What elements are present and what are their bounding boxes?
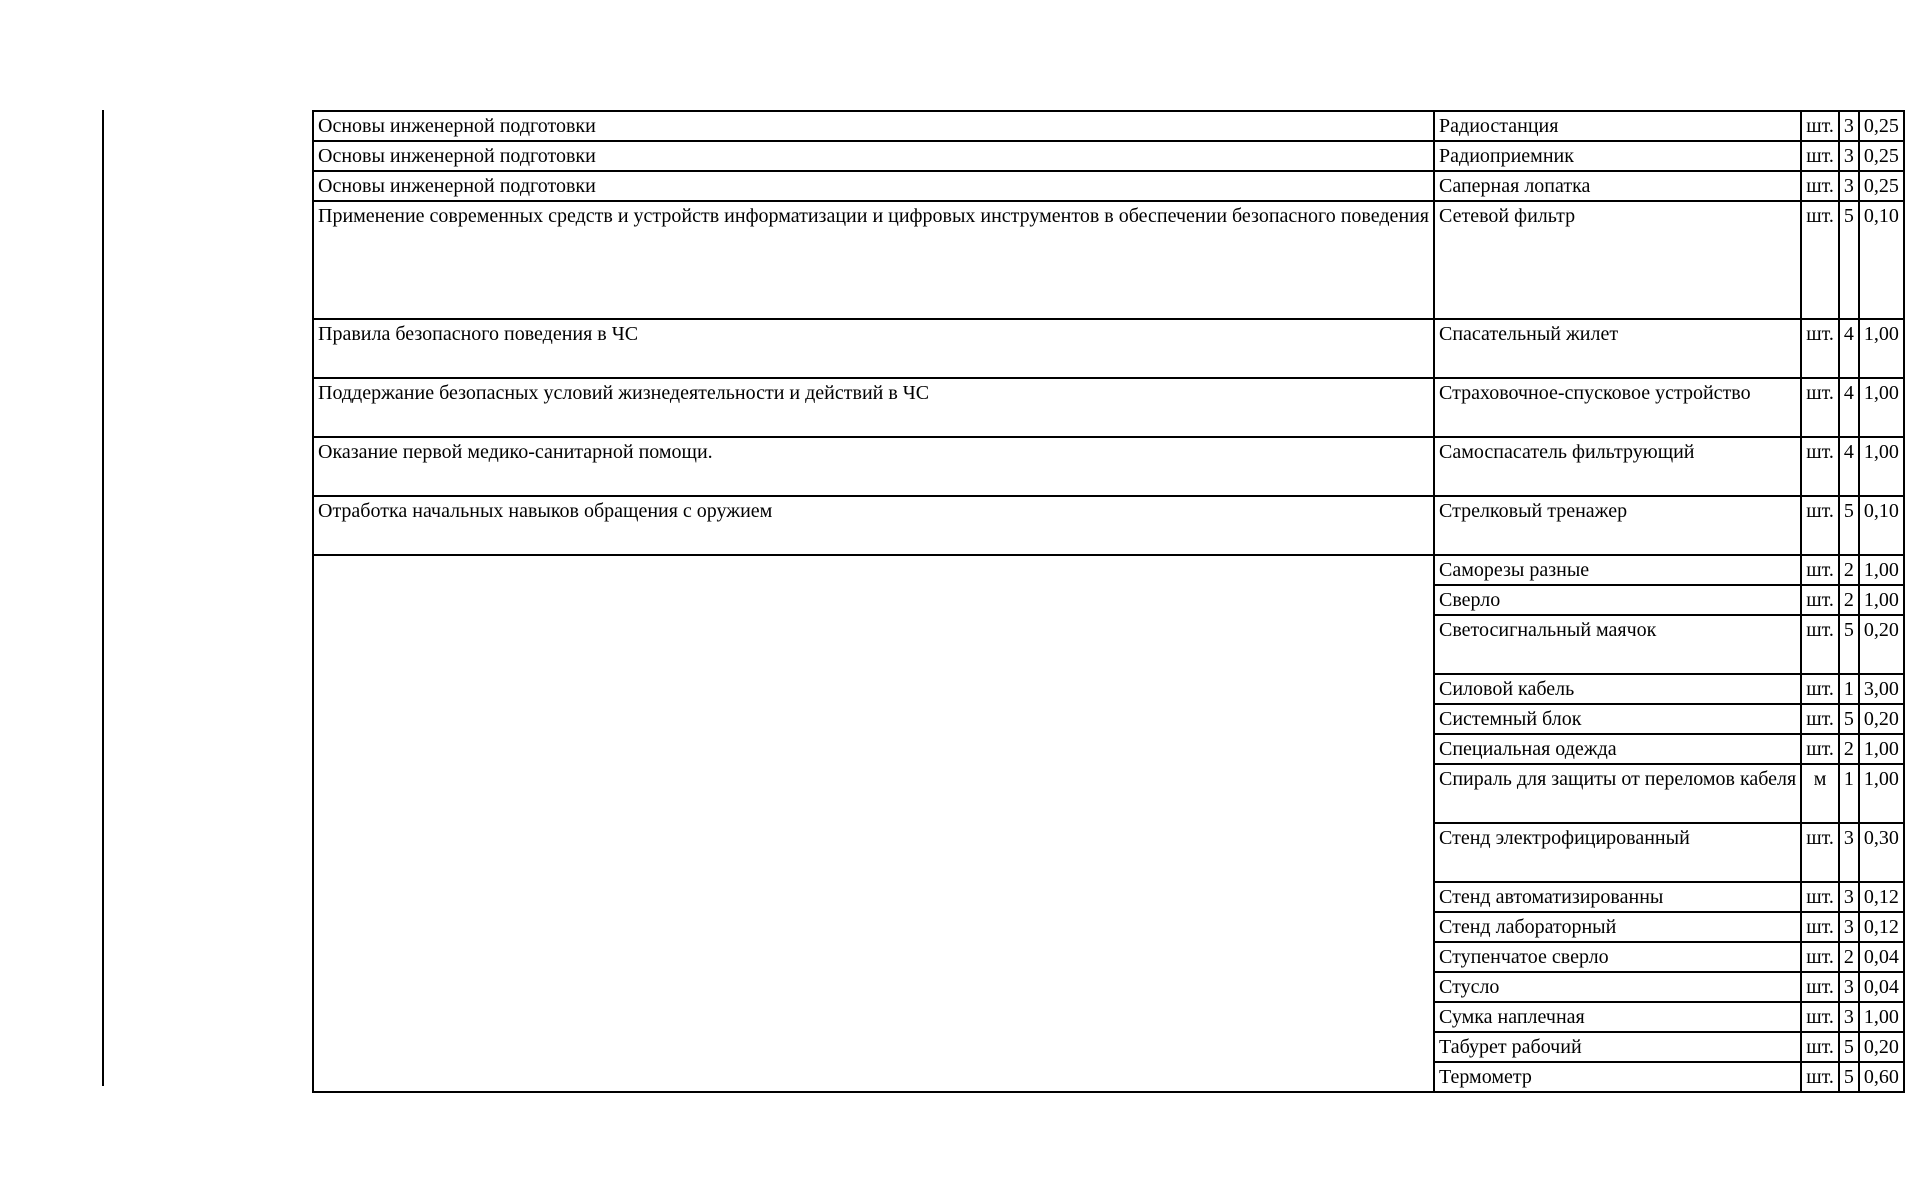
qty-cell: 3 (1839, 882, 1859, 912)
table-row (313, 437, 1904, 496)
qty-cell: 5 (1839, 201, 1859, 319)
item-cell: Спираль для защиты от переломов кабеля (1434, 764, 1801, 823)
item-cell: Саперная лопатка (1434, 171, 1801, 201)
topic-cell: Основы инженерной подготовки (313, 111, 1434, 141)
coef-cell: 1,00 (1859, 437, 1904, 496)
item-cell: Светосигнальный маячок (1434, 615, 1801, 674)
unit-cell: шт. (1801, 141, 1839, 171)
coef-cell: 0,20 (1859, 704, 1904, 734)
unit-cell: шт. (1801, 585, 1839, 615)
unit-cell: шт. (1801, 437, 1839, 496)
coef-cell: 0,04 (1859, 972, 1904, 1002)
unit-cell: шт. (1801, 201, 1839, 319)
topic-cell: Поддержание безопасных условий жизнедеятельности и действий в ЧС (313, 378, 1434, 437)
coef-cell: 0,10 (1859, 201, 1904, 319)
unit-cell: шт. (1801, 496, 1839, 555)
item-cell: Ступенчатое сверло (1434, 942, 1801, 972)
coef-cell: 0,12 (1859, 882, 1904, 912)
qty-cell: 2 (1839, 555, 1859, 585)
table-row (313, 171, 1904, 201)
qty-cell: 3 (1839, 111, 1859, 141)
item-cell: Саморезы разные (1434, 555, 1801, 585)
qty-cell: 1 (1839, 674, 1859, 704)
unit-cell: шт. (1801, 378, 1839, 437)
coef-cell: 0,25 (1859, 141, 1904, 171)
topic-cell: Правила безопасного поведения в ЧС (313, 319, 1434, 378)
qty-cell: 4 (1839, 437, 1859, 496)
qty-cell: 3 (1839, 171, 1859, 201)
topic-cell: Отработка начальных навыков обращения с оружием (313, 496, 1434, 555)
unit-cell: м (1801, 764, 1839, 823)
coef-cell: 1,00 (1859, 319, 1904, 378)
item-cell: Сумка наплечная (1434, 1002, 1801, 1032)
item-cell: Радиоприемник (1434, 141, 1801, 171)
coef-cell: 0,30 (1859, 823, 1904, 882)
coef-cell: 1,00 (1859, 378, 1904, 437)
unit-cell: шт. (1801, 674, 1839, 704)
topic-cell: Оказание первой медико-санитарной помощи. (313, 437, 1434, 496)
item-cell: Системный блок (1434, 704, 1801, 734)
coef-cell: 3,00 (1859, 674, 1904, 704)
qty-cell: 5 (1839, 1062, 1859, 1092)
unit-cell: шт. (1801, 171, 1839, 201)
qty-cell: 2 (1839, 585, 1859, 615)
qty-cell: 1 (1839, 764, 1859, 823)
unit-cell: шт. (1801, 1062, 1839, 1092)
table-row (313, 201, 1904, 319)
item-cell: Табурет рабочий (1434, 1032, 1801, 1062)
item-cell: Специальная одежда (1434, 734, 1801, 764)
equipment-table-body (313, 111, 1904, 1092)
item-cell: Стенд электрофицированный (1434, 823, 1801, 882)
table-row (313, 378, 1904, 437)
qty-cell: 5 (1839, 496, 1859, 555)
item-cell: Стенд автоматизированны (1434, 882, 1801, 912)
coef-cell: 0,25 (1859, 171, 1904, 201)
table-row (313, 111, 1904, 141)
coef-cell: 1,00 (1859, 1002, 1904, 1032)
qty-cell: 3 (1839, 912, 1859, 942)
qty-cell: 2 (1839, 942, 1859, 972)
unit-cell: шт. (1801, 972, 1839, 1002)
coef-cell: 0,10 (1859, 496, 1904, 555)
coef-cell: 1,00 (1859, 555, 1904, 585)
item-cell: Термометр (1434, 1062, 1801, 1092)
unit-cell: шт. (1801, 555, 1839, 585)
item-cell: Страховочное-спусковое устройство (1434, 378, 1801, 437)
qty-cell: 5 (1839, 704, 1859, 734)
qty-cell: 4 (1839, 319, 1859, 378)
coef-cell: 1,00 (1859, 734, 1904, 764)
unit-cell: шт. (1801, 882, 1839, 912)
coef-cell: 0,04 (1859, 942, 1904, 972)
topic-cell: Основы инженерной подготовки (313, 171, 1434, 201)
unit-cell: шт. (1801, 912, 1839, 942)
coef-cell: 0,12 (1859, 912, 1904, 942)
table-row (313, 141, 1904, 171)
qty-cell: 5 (1839, 615, 1859, 674)
unit-cell: шт. (1801, 319, 1839, 378)
unit-cell: шт. (1801, 615, 1839, 674)
item-cell: Сверло (1434, 585, 1801, 615)
unit-cell: шт. (1801, 942, 1839, 972)
coef-cell: 0,20 (1859, 615, 1904, 674)
item-cell: Стусло (1434, 972, 1801, 1002)
table-row (313, 555, 1904, 585)
item-cell: Сетевой фильтр (1434, 201, 1801, 319)
unit-cell: шт. (1801, 111, 1839, 141)
unit-cell: шт. (1801, 1002, 1839, 1032)
item-cell: Самоспасатель фильтрующий (1434, 437, 1801, 496)
coef-cell: 1,00 (1859, 764, 1904, 823)
unit-cell: шт. (1801, 1032, 1839, 1062)
item-cell: Силовой кабель (1434, 674, 1801, 704)
topic-cell-blank (313, 555, 1434, 1092)
table-row (313, 496, 1904, 555)
topic-cell: Основы инженерной подготовки (313, 141, 1434, 171)
table-row (313, 319, 1904, 378)
coef-cell: 0,20 (1859, 1032, 1904, 1062)
item-cell: Спасательный жилет (1434, 319, 1801, 378)
item-cell: Радиостанция (1434, 111, 1801, 141)
qty-cell: 3 (1839, 141, 1859, 171)
qty-cell: 5 (1839, 1032, 1859, 1062)
qty-cell: 3 (1839, 823, 1859, 882)
unit-cell: шт. (1801, 734, 1839, 764)
qty-cell: 3 (1839, 1002, 1859, 1032)
qty-cell: 4 (1839, 378, 1859, 437)
page-left-rule (102, 110, 104, 1086)
coef-cell: 1,00 (1859, 585, 1904, 615)
unit-cell: шт. (1801, 823, 1839, 882)
qty-cell: 2 (1839, 734, 1859, 764)
unit-cell: шт. (1801, 704, 1839, 734)
item-cell: Стенд лабораторный (1434, 912, 1801, 942)
coef-cell: 0,25 (1859, 111, 1904, 141)
equipment-table (312, 110, 1905, 1093)
topic-cell: Применение современных средств и устройств информатизации и цифровых инструментов в обеспечении безопасного поведения (313, 201, 1434, 319)
coef-cell: 0,60 (1859, 1062, 1904, 1092)
item-cell: Стрелковый тренажер (1434, 496, 1801, 555)
qty-cell: 3 (1839, 972, 1859, 1002)
